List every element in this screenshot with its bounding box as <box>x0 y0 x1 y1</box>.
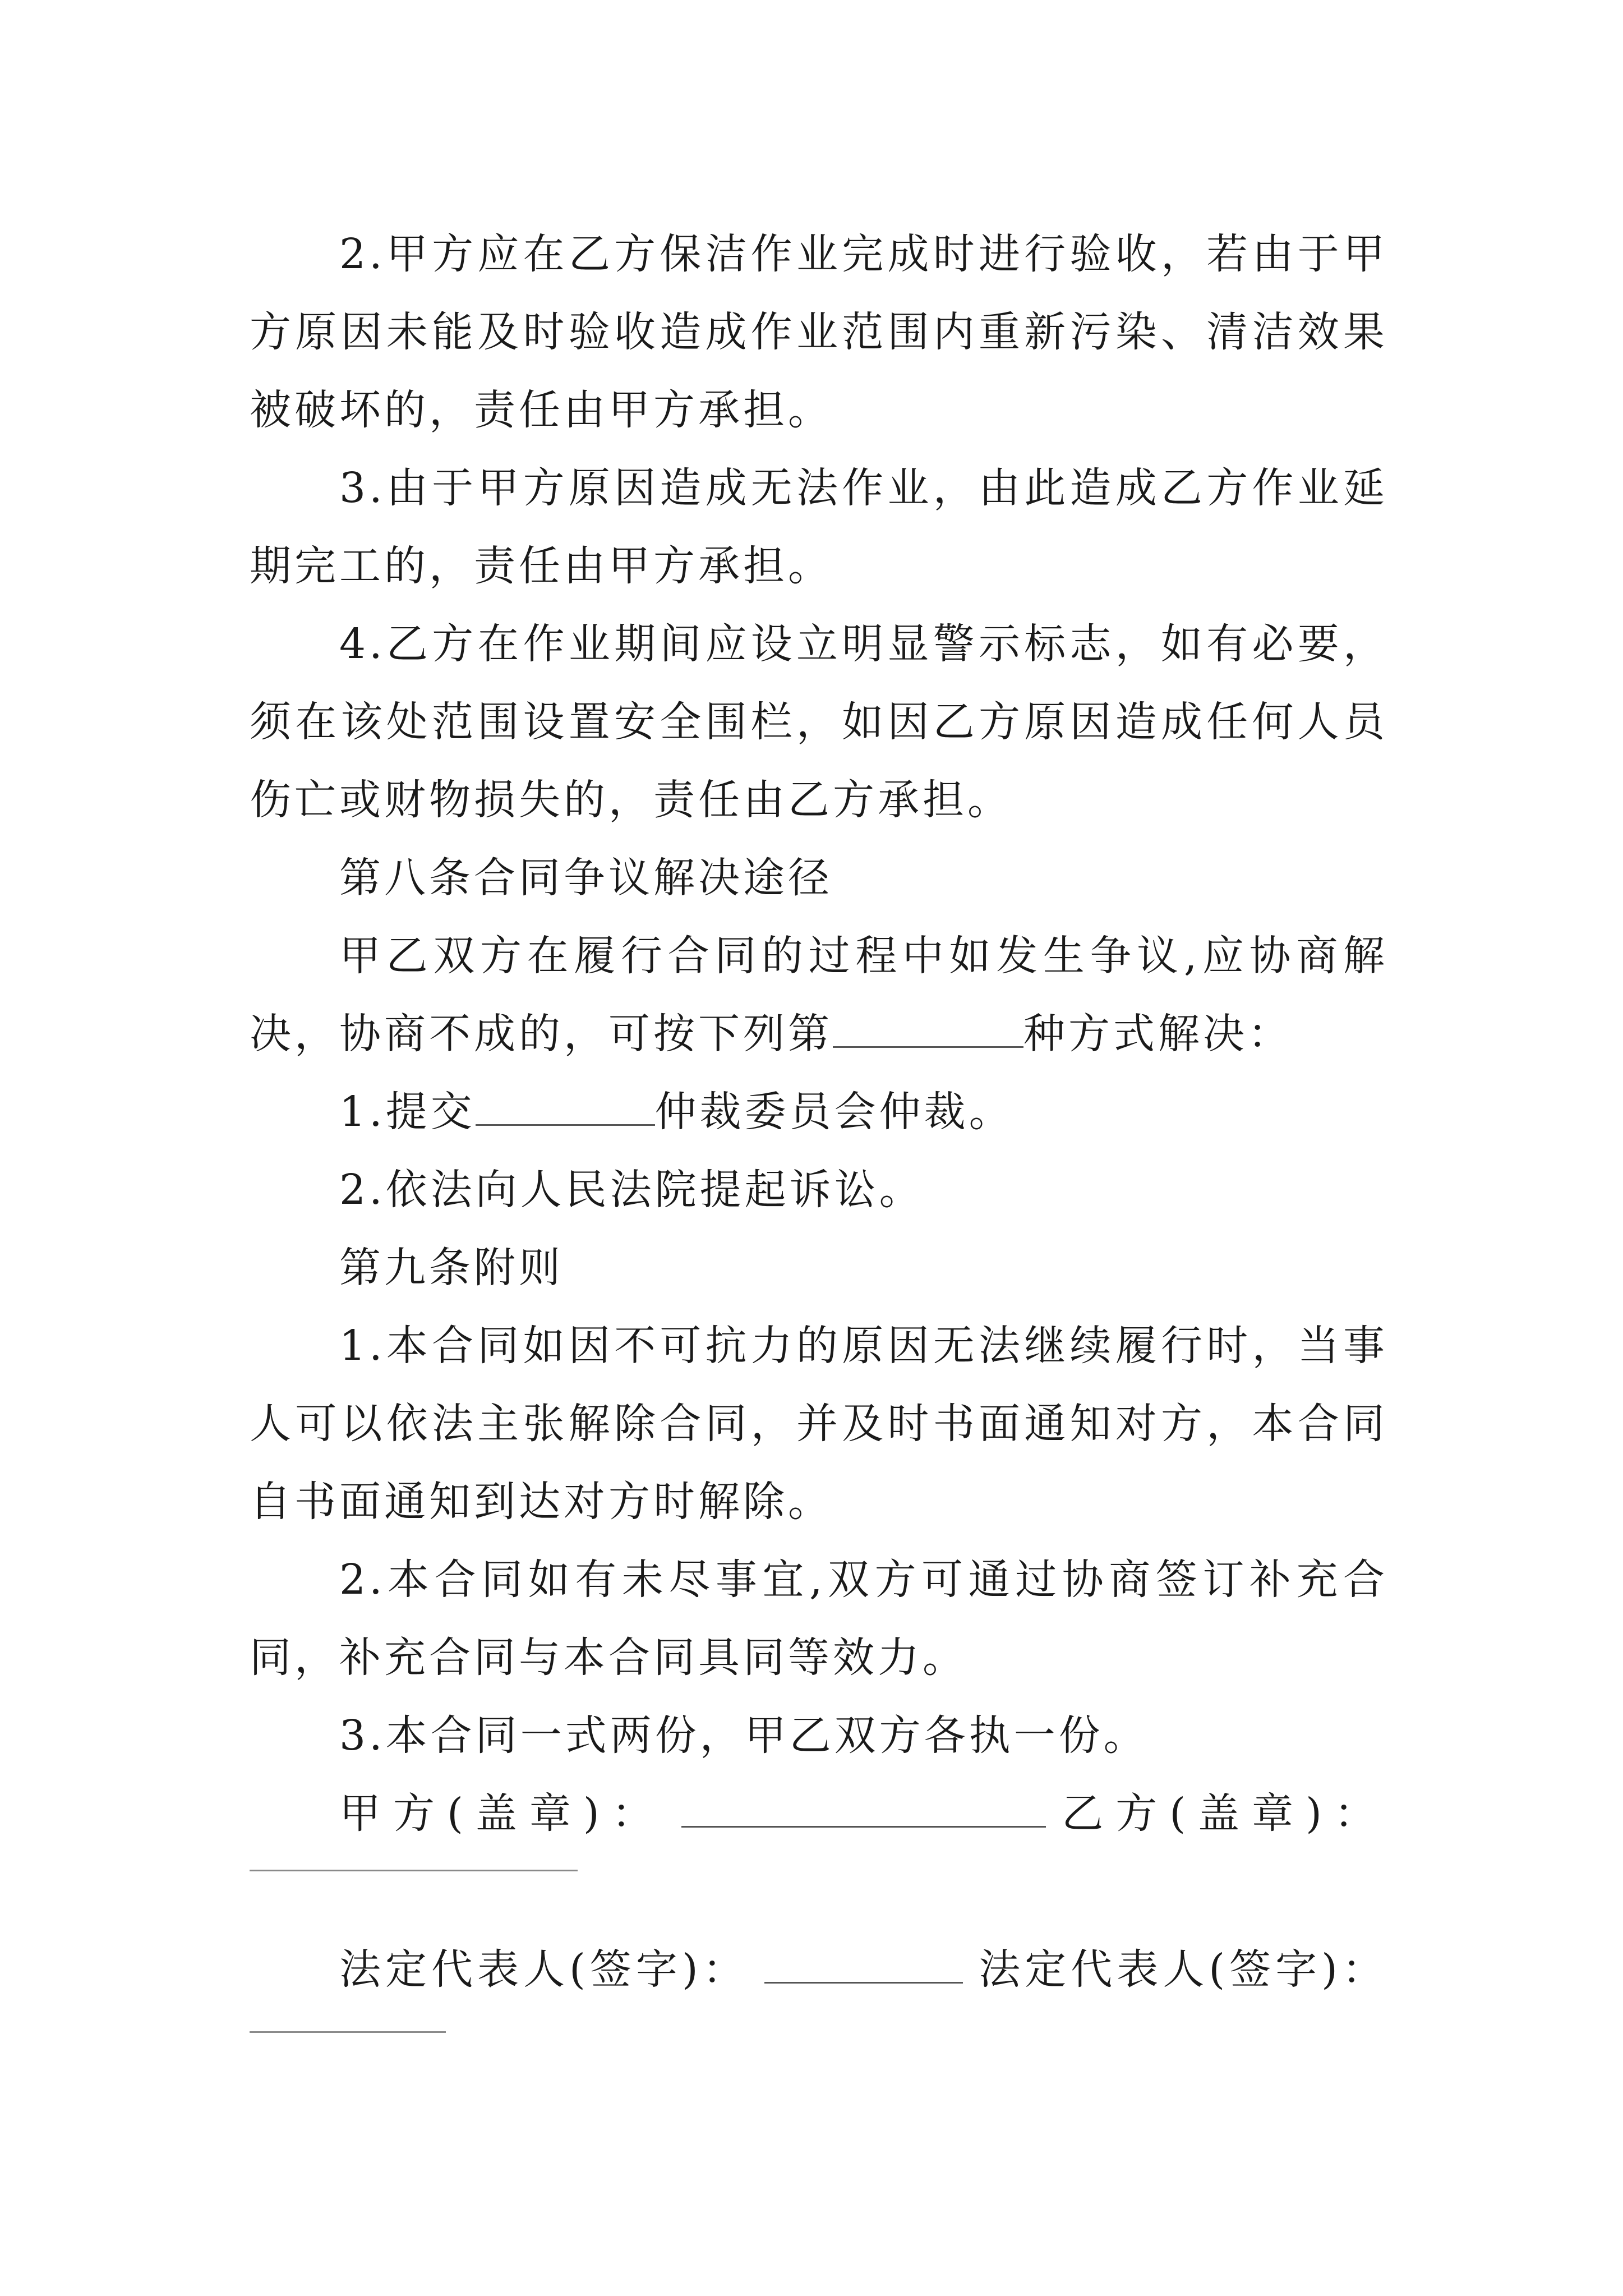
seal-gap <box>250 1853 1388 1931</box>
document-body <box>250 215 1388 2087</box>
clause-7-item-3: 3.由于甲方原因造成无法作业，由此造成乙方作业延期完工的，责任由甲方承担。 <box>250 464 1388 590</box>
clause-8-item-1-tail: 仲裁委员会仲裁。 <box>654 1088 1014 1136</box>
dispute-method-blank[interactable] <box>833 1011 1023 1048</box>
clause-7-item-2: 2.甲方应在乙方保洁作业完成时进行验收，若由于甲方原因未能及时验收造成作业范围内重新污染、清洁效果被破坏的，责任由甲方承担。 <box>250 230 1388 434</box>
clause-8-body-text: 甲乙双方在履行合同的过程中如发生争议,应协商解决，协商不成的，可按下列第 <box>250 932 1388 1058</box>
rep-b-label: 法定代表人(签字)： <box>979 1945 1388 1994</box>
clause-9-heading: 第九条附则 <box>339 1244 564 1292</box>
rep-b-signature-blank[interactable] <box>250 2031 446 2033</box>
rep-gap <box>250 2009 1388 2087</box>
clause-8-body-tail: 种方式解决： <box>1023 1010 1293 1058</box>
clause-8-body <box>250 917 1388 1073</box>
rep-a-signature-blank[interactable] <box>764 1947 963 1984</box>
clause-8-item-1 <box>250 1073 1388 1151</box>
seal-row <box>250 1775 1388 1853</box>
party-a-seal-label: 甲方(盖章)： <box>339 1789 666 1838</box>
clause-9-item-2: 2.本合同如有未尽事宜,双方可通过协商签订补充合同，补充合同与本合同具同等效力。 <box>250 1556 1388 1682</box>
clause-8-item-1-text: 1.提交 <box>339 1088 476 1136</box>
representative-row <box>250 1931 1388 2009</box>
clause-9-item-3: 3.本合同一式两份，甲乙双方各执一份。 <box>339 1711 1149 1760</box>
clause-9-item-1: 1.本合同如因不可抗力的原因无法继续履行时，当事人可以依法主张解除合同，并及时书面通知对方，本合同自书面通知到达对方时解除。 <box>250 1322 1388 1526</box>
party-b-seal-label: 乙方(盖章)： <box>1062 1789 1388 1838</box>
party-b-seal-blank[interactable] <box>250 1870 578 1871</box>
clause-7-item-4: 4.乙方在作业期间应设立明显警示标志，如有必要，须在该处范围设置安全围栏，如因乙方原因造成任何人员伤亡或财物损失的，责任由乙方承担。 <box>250 620 1388 824</box>
rep-a-label: 法定代表人(签字)： <box>339 1945 749 1994</box>
arbitration-committee-blank[interactable] <box>476 1089 655 1126</box>
clause-8-item-2: 2.依法向人民法院提起诉讼。 <box>339 1166 924 1214</box>
clause-8-heading: 第八条合同争议解决途径 <box>339 854 833 902</box>
party-a-seal-blank[interactable] <box>681 1791 1046 1828</box>
